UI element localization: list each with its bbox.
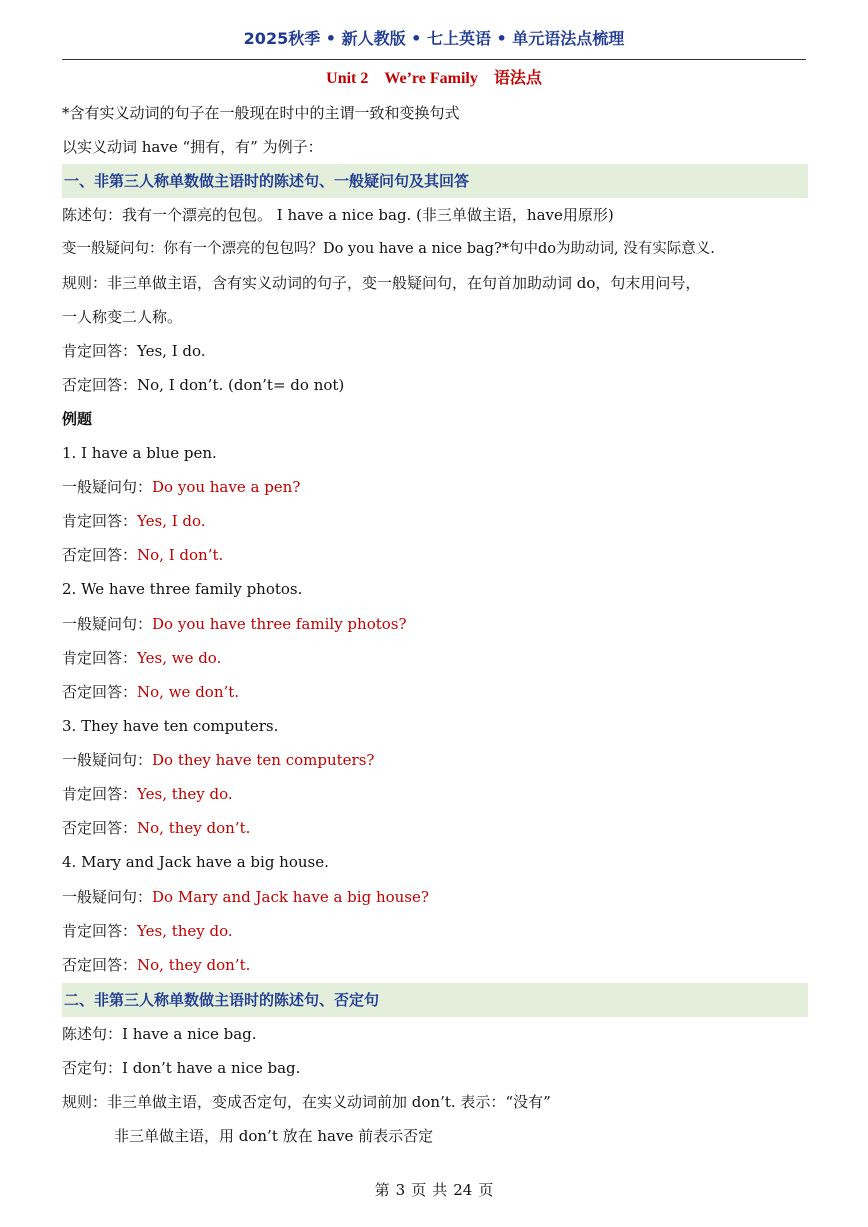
s1-positive-answer: 肯定回答：Yes, I do. [62,342,206,360]
example-1-sentence: 1. I have a blue pen. [62,444,217,462]
answer-text: Yes, I do. [137,512,206,530]
s1-rule-line-2: 一人称变二人称。 [62,308,183,326]
example-4-negative: 否定回答：No, they don’t. [62,956,251,974]
example-3-positive: 肯定回答：Yes, they do. [62,785,233,803]
example-4-positive: 肯定回答：Yes, they do. [62,922,233,940]
section-2-heading: 二、非第三人称单数做主语时的陈述句、否定句 [62,983,808,1017]
example-4-sentence: 4. Mary and Jack have a big house. [62,853,329,871]
example-3-question: 一般疑问句：Do they have ten computers? [62,751,375,769]
example-2-sentence: 2. We have three family photos. [62,580,303,598]
example-1-negative: 否定回答：No, I don’t. [62,546,224,564]
answer-text: Do they have ten computers? [152,751,375,769]
unit-name: We’re Family [384,70,478,87]
example-2-negative: 否定回答：No, we don’t. [62,683,240,701]
total-pages: 24 [453,1181,473,1199]
answer-text: Do Mary and Jack have a big house? [152,888,429,906]
answer-text: Yes, they do. [137,922,233,940]
header-divider [62,59,806,60]
example-2-question: 一般疑问句：Do you have three family photos? [62,615,407,633]
answer-text: No, they don’t. [137,956,251,974]
s2-rule-line-1: 规则：非三单做主语，变成否定句，在实义动词前加 don’t. 表示：“没有” [62,1093,551,1111]
unit-title [62,62,806,96]
section-1-heading: 一、非第三人称单数做主语时的陈述句、一般疑问句及其回答 [62,164,808,198]
s2-statement: 陈述句：I have a nice bag. [62,1025,257,1043]
intro-line-2: 以实义动词 have “拥有，有” 为例子： [62,138,323,156]
unit-topic: 语法点 [493,70,542,87]
page-footer: 第 3 页 共 24 页 [374,1181,494,1199]
example-4-question: 一般疑问句：Do Mary and Jack have a big house? [62,888,429,906]
page-header: 2025秋季 • 新人教版 • 七上英语 • 单元语法点梳理 [243,29,625,48]
example-1-question: 一般疑问句：Do you have a pen? [62,478,301,496]
s2-rule-line-2: 非三单做主语，用 don’t 放在 have 前表示否定 [114,1127,434,1145]
answer-text: Do you have three family photos? [152,615,407,633]
examples-heading: 例题 [62,410,93,428]
answer-text: Do you have a pen? [152,478,301,496]
example-2-positive: 肯定回答：Yes, we do. [62,649,222,667]
s1-statement: 陈述句：我有一个漂亮的包包。 I have a nice bag. (非三单做主语，have用原形) [62,206,614,224]
example-3-sentence: 3. They have ten computers. [62,717,279,735]
s2-negative: 否定句：I don’t have a nice bag. [62,1059,301,1077]
answer-text: Yes, we do. [137,649,222,667]
s1-rule-line-1: 规则：非三单做主语，含有实义动词的句子，变一般疑问句，在句首加助动词 do，句末用问号， [62,274,701,292]
example-1-positive: 肯定回答：Yes, I do. [62,512,206,530]
answer-text: No, I don’t. [137,546,224,564]
s1-negative-answer: 否定回答：No, I don’t. (don’t= do not) [62,376,345,394]
answer-text: Yes, they do. [137,785,233,803]
example-3-negative: 否定回答：No, they don’t. [62,819,251,837]
s1-question: 变一般疑问句：你有一个漂亮的包包吗？Do you have a nice bag?*句中do为助动词, 没有实际意义. [62,241,715,257]
page-number: 3 [395,1181,406,1199]
unit-number: Unit 2 [326,70,369,87]
intro-line-1: *含有实义动词的句子在一般现在时中的主谓一致和变换句式 [62,104,460,122]
answer-text: No, we don’t. [137,683,240,701]
answer-text: No, they don’t. [137,819,251,837]
